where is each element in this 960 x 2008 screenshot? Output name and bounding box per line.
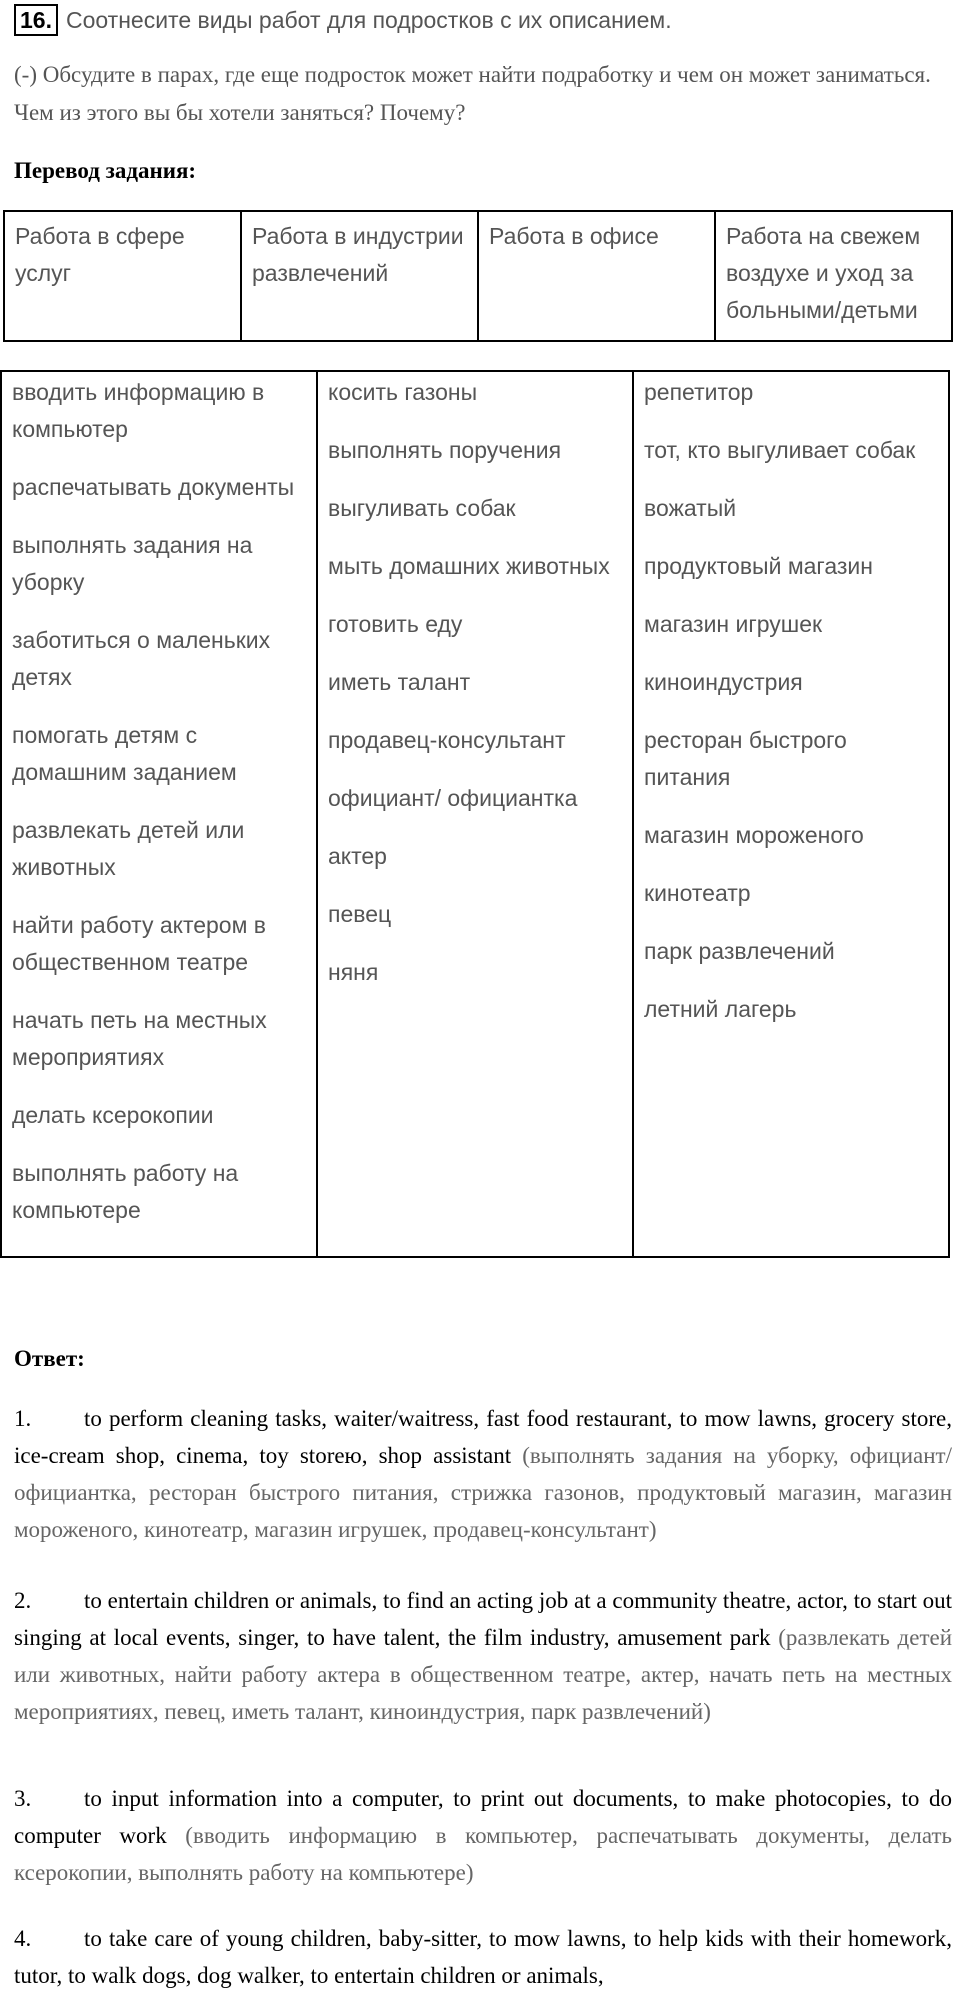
phrase-item: тот, кто выгуливает собак (644, 437, 916, 463)
answer-number: 4. (14, 1926, 32, 1951)
phrase-item: начать петь на местных мероприятиях (12, 1007, 267, 1070)
phrase-item: вводить информацию в компьютер (12, 379, 265, 442)
table-row (1, 371, 949, 1257)
task-instruction-text: Соотнесите виды работ для подростков с их описанием. (65, 7, 672, 33)
phrase-item: продавец-консультант (328, 727, 566, 753)
phrases-table (0, 370, 950, 1258)
answer-russian: (развлекать детей или животных, найти работу актера в общественном театре, актер, начать петь на местных мероприятиях, певец, иметь талант, киноиндустрия, парк развлечений) (14, 1625, 953, 1724)
translation-heading: Перевод задания: (14, 158, 197, 183)
answer-item (14, 1780, 952, 1891)
phrase-list (644, 372, 938, 1028)
answer-title: Ответ: (14, 1346, 85, 1371)
phrase-item: певец (328, 901, 392, 927)
phrase-item: актер (328, 843, 387, 869)
answer-english: to input information into a computer, to print out documents, to make photocopies, to do computer work (14, 1786, 952, 1848)
category-cell: Работа на свежем воздухе и уход за больными/детьми (715, 211, 952, 341)
phrases-column-1 (1, 371, 317, 1257)
answer-number: 2. (14, 1588, 32, 1613)
phrase-item: выполнять поручения (328, 437, 562, 463)
phrase-item: делать ксерокопии (12, 1102, 214, 1128)
phrase-item: косить газоны (328, 379, 478, 405)
phrase-item: магазин мороженого (644, 822, 864, 848)
phrase-item: вожатый (644, 495, 737, 521)
answer-english: to perform cleaning tasks, waiter/waitress, fast food restaurant, to mow lawns, grocery store, ice-cream shop, cinema, toy storeю, shop assistant (14, 1406, 952, 1468)
answer-russian: (выполнять задания на уборку, официант/официантка, ресторан быстрого питания, стрижка газонов, продуктовый магазин, магазин мороженого, кинотеатр, магазин игрушек, продавец-консультант) (14, 1443, 952, 1542)
phrase-item: заботиться о маленьких детях (12, 627, 271, 690)
category-cell: Работа в офисе (478, 211, 715, 341)
answer-english: to take care of young children, baby-sitter, to mow lawns, to help kids with their homework, tutor, to walk dogs, dog walker, to entertain children or animals, (14, 1926, 952, 1988)
answer-item (14, 1400, 952, 1548)
phrase-item: летний лагерь (644, 996, 797, 1022)
phrases-column-3 (633, 371, 949, 1257)
phrase-item: продуктовый магазин (644, 553, 873, 579)
phrase-item: распечатывать документы (12, 474, 295, 500)
table-row (4, 211, 952, 341)
answer-number: 1. (14, 1406, 32, 1431)
phrase-item: репетитор (644, 379, 754, 405)
phrase-list (328, 372, 622, 991)
phrase-item: готовить еду (328, 611, 463, 637)
answer-item (14, 1582, 952, 1730)
categories-table (3, 210, 953, 342)
phrase-item: выполнять работу на компьютере (12, 1160, 239, 1223)
phrase-item: найти работу актером в общественном театре (12, 912, 267, 975)
answer-russian: (вводить информацию в компьютер, распечатывать документы, делать ксерокопии, выполнять работу на компьютере) (14, 1823, 952, 1885)
phrase-item: киноиндустрия (644, 669, 803, 695)
phrase-item: помогать детям с домашним заданием (12, 722, 237, 785)
phrase-item: выполнять задания на уборку (12, 532, 253, 595)
task-number: 16. (14, 4, 58, 36)
phrase-item: ресторан быстрого питания (644, 727, 847, 790)
category-cell: Работа в индустрии развлечений (241, 211, 478, 341)
phrase-list (12, 372, 306, 1229)
answer-number: 3. (14, 1786, 32, 1811)
phrase-item: мыть домашних животных (328, 553, 610, 579)
phrase-item: официант/ официантка (328, 785, 578, 811)
phrase-item: выгуливать собак (328, 495, 516, 521)
phrase-item: иметь талант (328, 669, 471, 695)
task-instruction (14, 2, 954, 39)
phrase-item: магазин игрушек (644, 611, 823, 637)
phrase-item: развлекать детей или животных (12, 817, 245, 880)
phrase-item: няня (328, 959, 379, 985)
phrases-column-2 (317, 371, 633, 1257)
phrase-item: парк развлечений (644, 938, 835, 964)
task-discussion: (-) Обсудите в парах, где еще подросток может найти подработку и чем он может заниматься. Чем из этого вы бы хотели заняться? Почему? (14, 62, 931, 125)
answer-item (14, 1920, 952, 1994)
phrase-item: кинотеатр (644, 880, 751, 906)
answer-english: to entertain children or animals, to find an acting job at a community theatre, actor, to start out singing at local events, singer, to have talent, the film industry, amusement park (14, 1588, 952, 1650)
category-cell: Работа в сфере услуг (4, 211, 241, 341)
